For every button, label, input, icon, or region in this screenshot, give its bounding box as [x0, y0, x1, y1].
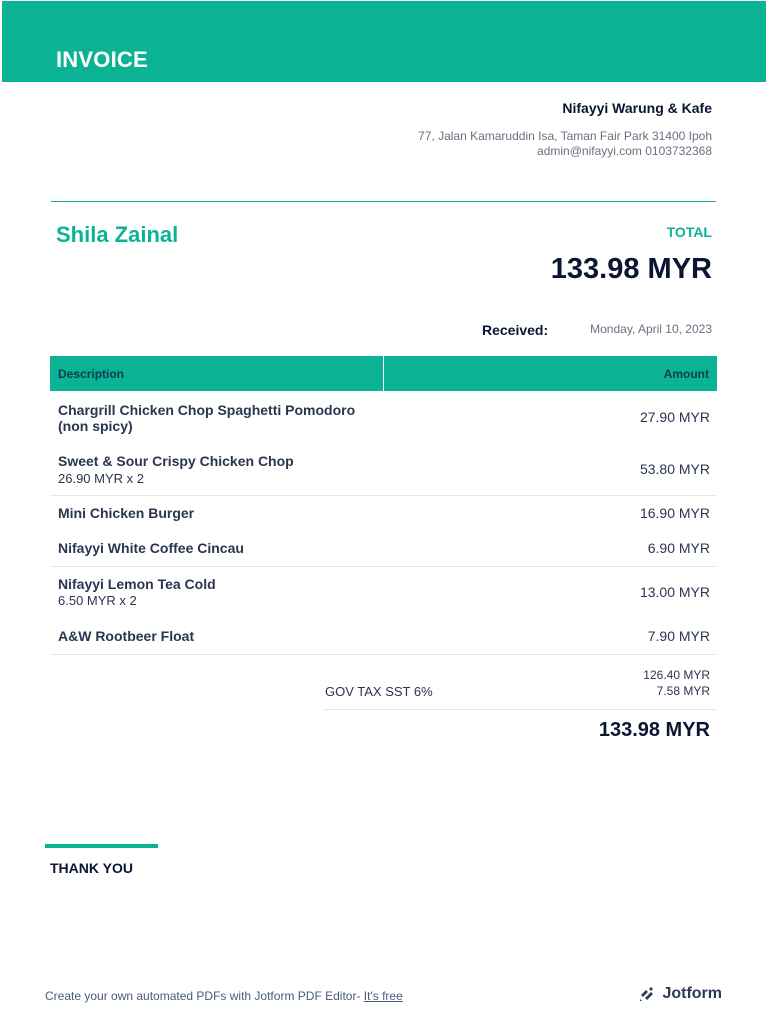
tax-label: GOV TAX SST 6% — [325, 684, 433, 699]
header-divider — [51, 201, 716, 202]
footer-free-link[interactable]: It's free — [363, 989, 403, 1003]
received-label: Received: — [482, 322, 549, 338]
table-row — [50, 567, 717, 619]
business-contact: admin@nifayyi.com 0103732368 — [537, 144, 712, 158]
total-label: TOTAL — [666, 224, 712, 240]
item-price: 53.80 MYR — [639, 461, 710, 477]
table-row — [50, 391, 717, 439]
column-header-description: Description — [58, 367, 125, 381]
subtotal-value: 126.40 MYR — [643, 668, 710, 682]
column-divider — [383, 356, 384, 391]
item-name: A&W Rootbeer Float — [58, 628, 195, 644]
invoice-title: INVOICE — [56, 47, 148, 72]
item-name: Nifayyi White Coffee Cincau — [58, 540, 244, 556]
item-name: Nifayyi Lemon Tea Cold — [58, 576, 216, 592]
grand-total: 133.98 MYR — [598, 719, 710, 741]
table-row — [50, 619, 717, 655]
jotform-logo-icon — [638, 985, 656, 1003]
item-name: Mini Chicken Burger — [58, 505, 195, 521]
customer-name: Shila Zainal — [56, 222, 179, 247]
item-price: 27.90 MYR — [639, 409, 710, 425]
table-row — [50, 531, 717, 567]
item-price: 6.90 MYR — [647, 540, 710, 556]
item-name: Sweet & Sour Crispy Chicken Chop — [58, 453, 294, 469]
jotform-brand-name: Jotform — [662, 985, 722, 1002]
tax-value: 7.58 MYR — [656, 684, 710, 698]
table-row — [50, 439, 717, 496]
invoice-header-bar — [2, 1, 766, 82]
received-date: Monday, April 10, 2023 — [590, 322, 712, 336]
item-name: Chargrill Chicken Chop Spaghetti Pomodoro (non spicy) — [58, 402, 356, 434]
item-quantity: 6.50 MYR x 2 — [58, 593, 137, 608]
total-amount: 133.98 MYR — [550, 253, 712, 285]
column-header-amount: Amount — [663, 367, 709, 381]
footer-promo — [45, 989, 403, 1003]
footer-promo-text: Create your own automated PDFs with Jotform PDF Editor- — [45, 989, 364, 1003]
table-row — [50, 496, 717, 531]
item-price: 13.00 MYR — [639, 584, 710, 600]
item-quantity: 26.90 MYR x 2 — [58, 471, 144, 486]
business-address: 77, Jalan Kamaruddin Isa, Taman Fair Park 31400 Ipoh — [418, 129, 712, 143]
summary-divider — [324, 709, 717, 710]
business-name: Nifayyi Warung & Kafe — [562, 100, 712, 116]
thanks-accent-bar — [45, 844, 158, 848]
jotform-brand[interactable] — [638, 985, 722, 1003]
items-table-header — [50, 356, 717, 391]
item-price: 16.90 MYR — [639, 505, 710, 521]
thank-you-text: THANK YOU — [50, 860, 133, 876]
item-price: 7.90 MYR — [647, 628, 710, 644]
